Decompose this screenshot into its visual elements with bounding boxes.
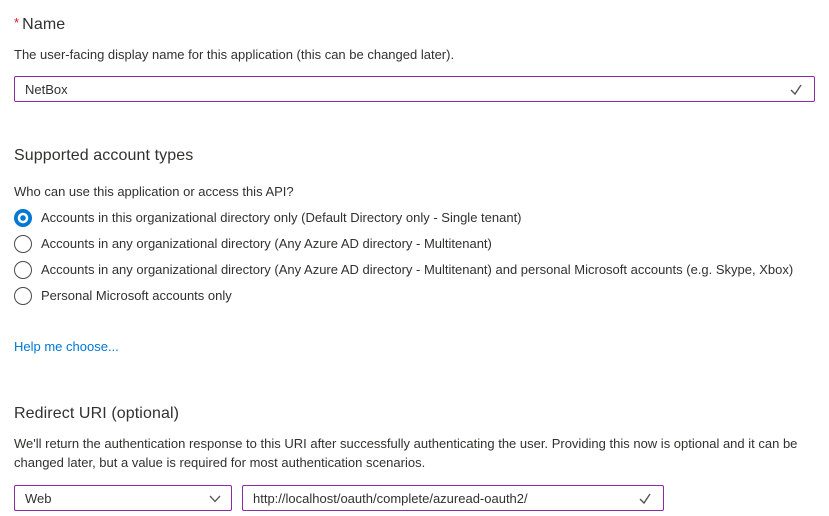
radio-option-label: Personal Microsoft accounts only (41, 288, 232, 303)
radio-option-personal-only[interactable] (14, 287, 815, 304)
redirect-uri-description: We'll return the authentication response to this URI after successfully authenticating the user. Providing this now is optional and it can be changed later, but a value is required for most authentication scenarios. (14, 436, 798, 470)
checkmark-icon (788, 81, 804, 97)
radio-unselected-icon (14, 235, 32, 253)
account-types-question: Who can use this application or access this API? (14, 184, 294, 199)
account-types-section-title: Supported account types (14, 147, 194, 164)
radio-unselected-icon (14, 287, 32, 305)
name-title-text: Name (22, 16, 66, 33)
redirect-uri-row (14, 485, 815, 511)
help-me-choose-link[interactable]: Help me choose... (14, 339, 119, 354)
redirect-uri-input[interactable] (243, 486, 637, 510)
redirect-uri-section-title: Redirect URI (optional) (14, 405, 180, 422)
radio-option-label: Accounts in this organizational directory only (Default Directory only - Single tenant) (41, 210, 522, 225)
platform-selected-value: Web (25, 490, 52, 506)
checkmark-icon (637, 490, 653, 506)
radio-selected-icon (14, 209, 32, 227)
radio-option-single-tenant[interactable] (14, 209, 815, 226)
radio-option-label: Accounts in any organizational directory (Any Azure AD directory - Multitenant) (41, 236, 492, 251)
radio-option-label: Accounts in any organizational directory (Any Azure AD directory - Multitenant) and personal Microsoft accounts (e.g. Skype, Xbox) (41, 262, 794, 277)
name-input[interactable] (15, 77, 788, 101)
name-section-title (14, 12, 815, 35)
chevron-down-icon (209, 491, 221, 506)
radio-option-multitenant-personal[interactable] (14, 261, 815, 278)
name-input-container (14, 76, 815, 102)
radio-unselected-icon (14, 261, 32, 279)
name-description: The user-facing display name for this application (this can be changed later). (14, 47, 455, 62)
radio-option-multitenant[interactable] (14, 235, 815, 252)
required-asterisk: * (14, 15, 20, 30)
platform-select-dropdown[interactable] (14, 485, 232, 511)
redirect-uri-input-container (242, 485, 664, 511)
account-types-radio-group (14, 209, 815, 304)
